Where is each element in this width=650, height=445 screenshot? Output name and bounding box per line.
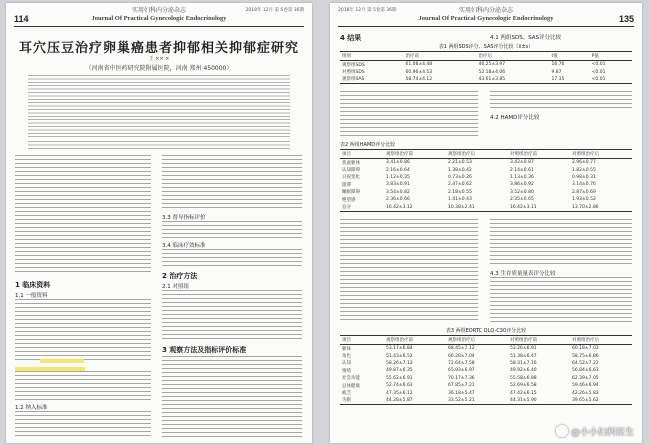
table-cell: <0.01 <box>591 62 606 68</box>
table-cell: 60.18±7.03 <box>572 346 599 352</box>
table-cell: 观察组SDS <box>342 62 365 68</box>
table-cell: 总体健康 <box>342 383 360 389</box>
results-text-right-3 <box>490 277 632 323</box>
table-cell: 65.93±6.97 <box>448 368 475 374</box>
table-cell: 72.64±7.58 <box>448 360 475 366</box>
table-cell: 52.74±6.63 <box>386 383 413 389</box>
table-header-cell: 观察组治疗后 <box>446 150 508 159</box>
table-cell: 3.54±0.82 <box>386 189 410 195</box>
subsection-efficacy: 3.4 临床疗效标准 <box>162 243 206 249</box>
table-cell: 51.38±6.47 <box>510 353 537 359</box>
table-cell: 总分 <box>340 203 384 211</box>
table-row <box>340 367 632 374</box>
table-cell: 失眠 <box>340 397 384 405</box>
table-cell: 9.87 <box>551 69 562 75</box>
table-header-cell: 对照组治疗后 <box>570 336 632 345</box>
table-cell: 64.52±7.22 <box>572 360 599 366</box>
table-cell: 角色 <box>342 354 351 360</box>
table-cell: 观察组SAS <box>340 76 403 84</box>
table1-caption: 表1 两组SDS评分、SAS评分比较（x̄±s） <box>438 44 534 50</box>
treatment-text <box>162 290 302 342</box>
table-cell: 17.35 <box>549 76 589 84</box>
section-clinical-data: 1 临床资料 <box>15 281 51 289</box>
table2-hamd <box>340 149 632 212</box>
table-cell: 3.14±0.76 <box>572 182 596 188</box>
table-header-cell: 观察组治疗前 <box>384 150 446 159</box>
general-data-text-2 <box>15 371 151 401</box>
table-cell: 2.96±0.77 <box>572 160 596 166</box>
table-header-cell: 治疗后 <box>476 52 549 61</box>
inclusion-text <box>15 411 151 439</box>
table-header-cell: 项目 <box>340 150 384 159</box>
table-row <box>340 181 632 188</box>
table-cell: 2.14±0.61 <box>510 167 534 173</box>
table-cell: <0.01 <box>591 69 606 75</box>
table-cell: 61.08±4.48 <box>405 62 433 68</box>
table-cell: 42.26±5.83 <box>572 390 599 396</box>
table-row <box>340 203 632 211</box>
table-cell: 47.35±6.12 <box>386 390 413 396</box>
table-cell: 2.21±0.53 <box>448 160 472 166</box>
table-cell: 59.46±6.94 <box>572 383 599 389</box>
table-cell: 日夜变化 <box>342 175 360 181</box>
left-journal-page <box>6 3 312 443</box>
table-cell: 3.41±0.86 <box>386 160 410 166</box>
table-cell: 53.26±6.91 <box>510 346 537 352</box>
table-cell: 62.39±7.05 <box>572 375 599 381</box>
table-row <box>340 375 632 382</box>
table-cell: 55.62±6.91 <box>386 375 413 381</box>
general-data-text <box>15 299 151 363</box>
table-cell: 认知障碍 <box>342 168 360 174</box>
table-cell: 44.31±5.90 <box>508 397 570 405</box>
table-cell: 60.96±4.53 <box>405 69 433 75</box>
table-cell: 10.38±2.41 <box>446 203 508 211</box>
section-results: 4 结果 <box>340 34 362 42</box>
article-title: 耳穴压豆治疗卵巢癌患者抑郁相关抑郁症研究 <box>18 41 299 56</box>
article-affiliation: （河南省中医药研究院附属医院，河南 郑州 450000） <box>85 65 233 72</box>
table-row <box>340 68 632 75</box>
table-row <box>340 397 632 405</box>
observation-text <box>162 356 302 438</box>
table-cell: 67.85±7.21 <box>448 383 475 389</box>
table-cell: 2.18±0.55 <box>448 189 472 195</box>
results-text-right-2 <box>490 219 632 267</box>
table-cell: 44.28±5.87 <box>384 397 446 405</box>
right-journal-title <box>338 7 634 22</box>
right-issue-line: 2018年 12月 第 5卷第 36期 <box>338 8 397 13</box>
table-cell: 1.41±0.43 <box>448 197 472 203</box>
table-row <box>340 76 632 84</box>
subsection-hamd: 4.2 HAMD评分比较 <box>490 115 540 121</box>
section-observation: 3 观察方法及指标评价标准 <box>162 346 247 354</box>
efficacy-text <box>162 249 302 267</box>
table-cell: 46.25±3.97 <box>478 62 506 68</box>
table-row <box>340 352 632 359</box>
table-cell: 47.42±6.15 <box>510 390 537 396</box>
table-cell: 52.69±6.58 <box>510 383 537 389</box>
table-cell: 阻滞 <box>342 182 351 188</box>
table-cell: 绝望感 <box>342 197 356 203</box>
table-row <box>340 174 632 181</box>
table-row <box>340 360 632 367</box>
table-cell: 55.58±6.88 <box>510 375 537 381</box>
table-cell: 3.52±0.80 <box>510 189 534 195</box>
table-cell: 2.16±0.64 <box>386 167 410 173</box>
table-header-cell: 观察组治疗后 <box>446 336 508 345</box>
table-cell: 39.65±5.62 <box>570 397 632 405</box>
table-cell: 疲乏 <box>342 391 351 397</box>
left-page-number: 114 <box>14 14 29 24</box>
table-header-cell: 治疗前 <box>403 52 476 61</box>
table-cell: 49.92±6.40 <box>510 368 537 374</box>
table-cell: 43.61±3.85 <box>476 76 549 84</box>
subsection-supervision: 3.3 督导指标评价 <box>162 215 206 221</box>
weibo-logo-icon <box>556 425 568 437</box>
table-cell: 对照组SDS <box>342 70 365 76</box>
table-cell: 16.42±3.12 <box>384 203 446 211</box>
table-cell: 70.17±7.36 <box>448 375 475 381</box>
table-cell: 3.42±0.87 <box>510 160 534 166</box>
table-cell: 社会功能 <box>342 376 360 382</box>
right-page-number: 135 <box>618 14 634 24</box>
right-journal-page <box>330 3 642 443</box>
left-issue-line: 2018年 12月 第 5卷第 36期 <box>245 8 304 13</box>
abstract-text-block <box>28 75 290 137</box>
table-row <box>340 345 632 353</box>
table-header-cell: 对照组治疗前 <box>508 150 570 159</box>
watermark <box>556 425 634 438</box>
table-row <box>340 61 632 69</box>
results-text-left-2 <box>340 219 478 323</box>
table-cell: 58.75±6.86 <box>572 353 599 359</box>
table-cell: 16.42±3.11 <box>508 203 570 211</box>
right-journal-cn: 实用妇科内分泌杂志 <box>458 7 513 14</box>
table-cell: 焦虑躯体 <box>342 160 360 166</box>
supervision-text <box>162 221 302 239</box>
keywords-block <box>28 141 290 151</box>
subsection-qol: 4.3 生存质量量表评分比较 <box>490 271 556 277</box>
table-cell: 睡眠障碍 <box>342 190 360 196</box>
table-cell: 66.28±7.04 <box>448 353 475 359</box>
table-cell: 16.76 <box>551 62 565 68</box>
table3-qlq <box>340 335 632 405</box>
table-row <box>340 166 632 173</box>
right-journal-en: Journal Of Practical Gynecologic Endocrinology <box>418 15 554 22</box>
table-cell: 58.26±7.13 <box>386 360 413 366</box>
table-cell: 36.18±5.47 <box>448 390 475 396</box>
table3-caption: 表3 两组EORTC QLQ-C30评分比较 <box>445 328 527 334</box>
table-cell: 51.43±6.52 <box>386 353 413 359</box>
table2-caption: 表2 两组HAMD评分比较 <box>340 142 396 148</box>
table-cell: 情绪 <box>342 368 351 374</box>
highlight-mark-1 <box>40 359 84 363</box>
table-header-cell: 项目 <box>340 336 384 345</box>
left-page-header <box>14 6 304 27</box>
table-cell: 3.86±0.92 <box>510 182 534 188</box>
table-row <box>340 389 632 396</box>
table-cell: 2.47±0.62 <box>448 182 472 188</box>
table-cell: 2.87±0.69 <box>572 189 596 195</box>
left-journal-en: Journal Of Practical Gynecologic Endocrinology <box>91 15 227 22</box>
table-cell: 53.17±6.84 <box>386 346 413 352</box>
table-row <box>340 196 632 203</box>
right-column-text-1 <box>162 155 302 211</box>
table-header-cell: P值 <box>590 52 632 61</box>
table-row <box>340 382 632 389</box>
table-header-cell: 对照组治疗前 <box>508 336 570 345</box>
table-cell: <0.01 <box>590 76 632 84</box>
table-cell: 认知 <box>342 361 351 367</box>
results-text-right-1 <box>490 91 632 111</box>
watermark-text: @小小妇科医生 <box>570 428 634 438</box>
table-cell: 33.52±5.21 <box>446 397 508 405</box>
table-cell: 2.36±0.66 <box>386 197 410 203</box>
table-cell: 0.73±0.26 <box>448 174 472 180</box>
article-authors: 王 ×× × <box>148 56 170 62</box>
subsection-control-group: 2.1 对照组 <box>162 284 189 290</box>
table-cell: 13.70±2.86 <box>570 203 632 211</box>
table-header-cell: 对照组治疗后 <box>570 150 632 159</box>
right-page-header <box>338 6 634 27</box>
results-text-left-1 <box>340 91 478 139</box>
table-cell: 58.31±7.16 <box>510 360 537 366</box>
subsection-sds-sas: 4.1 两组SDS、SAS评分比较 <box>490 35 562 41</box>
table-header-cell: 观察组治疗前 <box>384 336 446 345</box>
left-column-intro-text <box>15 155 151 275</box>
table-row <box>340 159 632 167</box>
table-cell: 1.13±0.36 <box>510 174 534 180</box>
table-cell: 2.35±0.65 <box>510 197 534 203</box>
section-treatment: 2 治疗方法 <box>162 272 198 280</box>
table-cell: 躯体 <box>342 346 351 352</box>
table-cell: 1.93±0.52 <box>572 197 596 203</box>
table-cell: 49.87±6.35 <box>386 368 413 374</box>
subsection-general-data: 1.1 一般资料 <box>15 293 48 299</box>
table-cell: 0.98±0.31 <box>572 174 596 180</box>
table-header-cell: t值 <box>549 52 589 61</box>
table-cell: 3.83±0.91 <box>386 182 410 188</box>
table-cell: 68.45±7.12 <box>448 346 475 352</box>
table-cell: 1.12±0.35 <box>386 174 410 180</box>
table-cell: 52.18±4.06 <box>478 69 506 75</box>
table-header-cell: 组别 <box>340 52 403 61</box>
table-cell: 58.74±4.12 <box>403 76 476 84</box>
table1-sds-sas <box>340 51 632 84</box>
left-journal-cn: 实用妇科内分泌杂志 <box>131 7 186 14</box>
table-cell: 1.82±0.55 <box>572 167 596 173</box>
table-cell: 56.84±6.63 <box>572 368 599 374</box>
table-row <box>340 189 632 196</box>
subsection-inclusion: 1.2 纳入标准 <box>15 405 48 411</box>
table-cell: 1.38±0.42 <box>448 167 472 173</box>
